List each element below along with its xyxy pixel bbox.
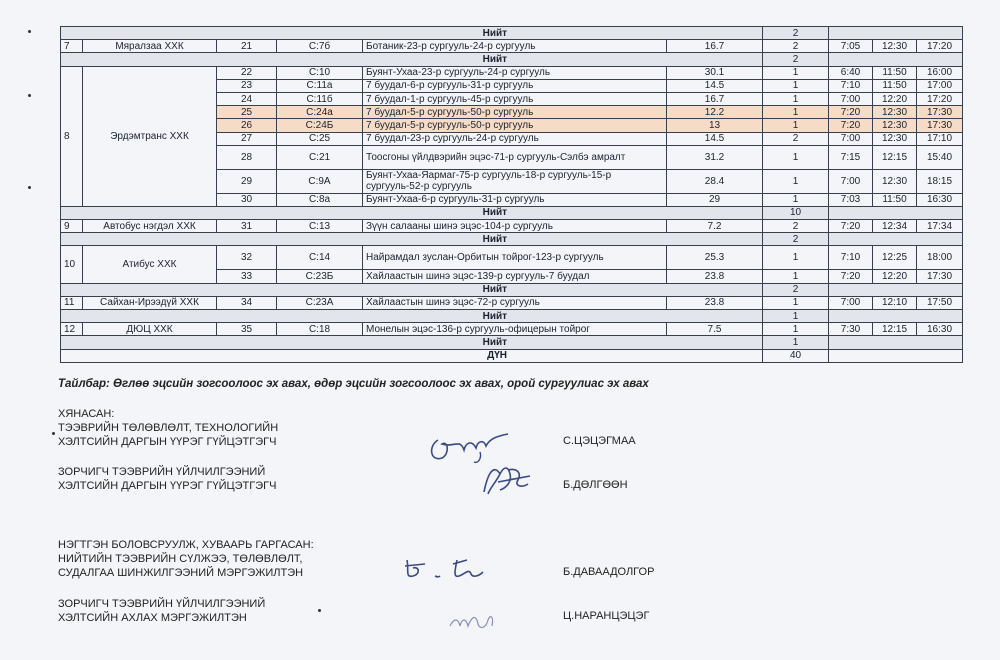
scan-speck bbox=[318, 609, 321, 612]
morning-time-cell: 7:20 bbox=[829, 270, 873, 283]
evening-time-cell: 17:00 bbox=[917, 79, 963, 92]
subtotal-label: Нийт bbox=[61, 27, 763, 40]
distance-cell: 28.4 bbox=[667, 169, 763, 193]
route-description-cell: Монелын эцэс-136-р сургууль-офицерын тойрог bbox=[363, 323, 667, 336]
route-description-cell: Ботаник-23-р сургууль-24-р сургууль bbox=[363, 40, 667, 53]
evening-time-cell: 18:00 bbox=[917, 246, 963, 270]
route-code-cell: С:9А bbox=[277, 169, 363, 193]
subtotal-count: 2 bbox=[763, 233, 829, 246]
morning-time-cell: 7:00 bbox=[829, 169, 873, 193]
signatory-1-name: С.ЦЭЦЭГМАА bbox=[563, 435, 636, 447]
noon-time-cell: 12:30 bbox=[873, 119, 917, 132]
evening-time-cell: 17:30 bbox=[917, 270, 963, 283]
evening-time-cell: 17:10 bbox=[917, 132, 963, 145]
route-code-cell: С:7б bbox=[277, 40, 363, 53]
morning-time-cell: 7:00 bbox=[829, 132, 873, 145]
evening-time-cell: 17:34 bbox=[917, 220, 963, 233]
empty-cell bbox=[829, 206, 963, 219]
evening-time-cell: 16:00 bbox=[917, 66, 963, 79]
distance-cell: 16.7 bbox=[667, 40, 763, 53]
company-name-cell: ДЮЦ ХХК bbox=[83, 323, 217, 336]
subtotal-row bbox=[61, 233, 963, 246]
route-code-cell: С:23Б bbox=[277, 270, 363, 283]
route-index-cell: 32 bbox=[217, 246, 277, 270]
route-index-cell: 23 bbox=[217, 79, 277, 92]
morning-time-cell: 7:20 bbox=[829, 119, 873, 132]
route-code-cell: С:24а bbox=[277, 106, 363, 119]
scan-speck bbox=[52, 432, 55, 435]
subtotal-label: Нийт bbox=[61, 206, 763, 219]
company-name-cell: Автобус нэгдэл ХХК bbox=[83, 220, 217, 233]
bus-count-cell: 1 bbox=[763, 92, 829, 105]
signatory-3-title-line-3: СУДАЛГАА ШИНЖИЛГЭЭНИЙ МЭРГЭЖИЛТЭН bbox=[58, 567, 304, 579]
schedule-table bbox=[60, 26, 963, 363]
route-index-cell: 34 bbox=[217, 296, 277, 309]
company-name-cell: Эрдэмтранс ХХК bbox=[83, 66, 217, 206]
evening-time-cell: 17:30 bbox=[917, 106, 963, 119]
route-index-cell: 29 bbox=[217, 169, 277, 193]
signatory-3-title-line-1: НЭГТГЭН БОЛОВСРУУЛЖ, ХУВААРЬ ГАРГАСАН: bbox=[58, 539, 314, 551]
distance-cell: 7.5 bbox=[667, 323, 763, 336]
route-description-cell: Зүүн салааны шинэ эцэс-104-р сургууль bbox=[363, 220, 667, 233]
distance-cell: 14.5 bbox=[667, 79, 763, 92]
bus-count-cell: 1 bbox=[763, 66, 829, 79]
route-description-cell: 7 буудал-23-р сургууль-24-р сургууль bbox=[363, 132, 667, 145]
grand-total-row bbox=[61, 349, 963, 362]
route-index-cell: 28 bbox=[217, 145, 277, 169]
signatory-4-title-line-2: ХЭЛТСИЙН АХЛАХ МЭРГЭЖИЛТЭН bbox=[58, 612, 247, 624]
empty-cell bbox=[829, 27, 963, 40]
subtotal-row bbox=[61, 336, 963, 349]
noon-time-cell: 12:30 bbox=[873, 106, 917, 119]
noon-time-cell: 12:20 bbox=[873, 270, 917, 283]
company-number-cell: 10 bbox=[61, 246, 83, 283]
bus-count-cell: 1 bbox=[763, 119, 829, 132]
company-number-cell: 9 bbox=[61, 220, 83, 233]
evening-time-cell: 17:30 bbox=[917, 119, 963, 132]
subtotal-label: Нийт bbox=[61, 283, 763, 296]
signatory-2-title-line-2: ХЭЛТСИЙН ДАРГЫН ҮҮРЭГ ГҮЙЦЭТГЭГЧ bbox=[58, 480, 277, 492]
company-number-cell: 12 bbox=[61, 323, 83, 336]
evening-time-cell: 17:20 bbox=[917, 40, 963, 53]
signatory-1-title-line-2: ХЭЛТСИЙН ДАРГЫН ҮҮРЭГ ГҮЙЦЭТГЭГЧ bbox=[58, 436, 277, 448]
noon-time-cell: 12:25 bbox=[873, 246, 917, 270]
route-description-cell: 7 буудал-1-р сургууль-45-р сургууль bbox=[363, 92, 667, 105]
route-row bbox=[61, 296, 963, 309]
distance-cell: 16.7 bbox=[667, 92, 763, 105]
grand-total-label: ДҮН bbox=[61, 349, 763, 362]
route-code-cell: С:18 bbox=[277, 323, 363, 336]
handwritten-signature-4 bbox=[440, 600, 510, 640]
evening-time-cell: 18:15 bbox=[917, 169, 963, 193]
grand-total-count: 40 bbox=[763, 349, 829, 362]
noon-time-cell: 12:30 bbox=[873, 40, 917, 53]
signatory-2-title-line-1: ЗОРЧИГЧ ТЭЭВРИЙН ҮЙЛЧИЛГЭЭНИЙ bbox=[58, 466, 266, 478]
noon-time-cell: 11:50 bbox=[873, 193, 917, 206]
distance-cell: 29 bbox=[667, 193, 763, 206]
morning-time-cell: 7:03 bbox=[829, 193, 873, 206]
route-description-cell: Тоосгоны үйлдвэрийн эцэс-71-р сургууль-Сэлбэ амралт bbox=[363, 145, 667, 169]
bus-count-cell: 1 bbox=[763, 106, 829, 119]
subtotal-row bbox=[61, 27, 963, 40]
route-description-cell: Найрамдал зуслан-Орбитын тойрог-123-р сургууль bbox=[363, 246, 667, 270]
company-number-cell: 11 bbox=[61, 296, 83, 309]
noon-time-cell: 12:30 bbox=[873, 132, 917, 145]
evening-time-cell: 17:20 bbox=[917, 92, 963, 105]
signatory-3-block bbox=[58, 538, 314, 580]
bus-count-cell: 2 bbox=[763, 220, 829, 233]
subtotal-row bbox=[61, 206, 963, 219]
route-index-cell: 25 bbox=[217, 106, 277, 119]
morning-time-cell: 7:00 bbox=[829, 296, 873, 309]
bus-count-cell: 1 bbox=[763, 246, 829, 270]
bus-count-cell: 1 bbox=[763, 296, 829, 309]
distance-cell: 14.5 bbox=[667, 132, 763, 145]
distance-cell: 13 bbox=[667, 119, 763, 132]
route-description-cell: 7 буудал-5-р сургууль-50-р сургууль bbox=[363, 119, 667, 132]
empty-cell bbox=[829, 336, 963, 349]
route-index-cell: 33 bbox=[217, 270, 277, 283]
distance-cell: 12.2 bbox=[667, 106, 763, 119]
route-code-cell: С:10 bbox=[277, 66, 363, 79]
route-index-cell: 35 bbox=[217, 323, 277, 336]
company-number-cell: 7 bbox=[61, 40, 83, 53]
route-code-cell: С:8а bbox=[277, 193, 363, 206]
bus-count-cell: 1 bbox=[763, 169, 829, 193]
route-description-cell: Хайлаастын шинэ эцэс-139-р сургууль-7 буудал bbox=[363, 270, 667, 283]
route-row bbox=[61, 220, 963, 233]
route-index-cell: 22 bbox=[217, 66, 277, 79]
noon-time-cell: 12:30 bbox=[873, 169, 917, 193]
signatory-3-title-line-2: НИЙТИЙН ТЭЭВРИЙН СҮЛЖЭЭ, ТӨЛӨВЛӨЛТ, bbox=[58, 553, 303, 565]
route-description-cell: 7 буудал-6-р сургууль-31-р сургууль bbox=[363, 79, 667, 92]
morning-time-cell: 6:40 bbox=[829, 66, 873, 79]
subtotal-row bbox=[61, 53, 963, 66]
subtotal-count: 2 bbox=[763, 27, 829, 40]
subtotal-label: Нийт bbox=[61, 310, 763, 323]
route-code-cell: С:23А bbox=[277, 296, 363, 309]
morning-time-cell: 7:10 bbox=[829, 246, 873, 270]
subtotal-count: 1 bbox=[763, 310, 829, 323]
noon-time-cell: 12:10 bbox=[873, 296, 917, 309]
bus-count-cell: 2 bbox=[763, 132, 829, 145]
noon-time-cell: 12:15 bbox=[873, 323, 917, 336]
route-code-cell: С:11а bbox=[277, 79, 363, 92]
subtotal-row bbox=[61, 310, 963, 323]
subtotal-label: Нийт bbox=[61, 53, 763, 66]
distance-cell: 30.1 bbox=[667, 66, 763, 79]
signatory-4-block bbox=[58, 597, 265, 625]
evening-time-cell: 16:30 bbox=[917, 193, 963, 206]
empty-cell bbox=[829, 349, 963, 362]
route-row bbox=[61, 246, 963, 270]
signatory-1-title-line-1: ТЭЭВРИЙН ТӨЛӨВЛӨЛТ, ТЕХНОЛОГИЙН bbox=[58, 422, 279, 434]
route-index-cell: 27 bbox=[217, 132, 277, 145]
morning-time-cell: 7:05 bbox=[829, 40, 873, 53]
route-index-cell: 30 bbox=[217, 193, 277, 206]
scan-speck bbox=[28, 30, 31, 33]
signatory-2-block bbox=[58, 465, 276, 493]
company-name-cell: Атибус ХХК bbox=[83, 246, 217, 283]
route-index-cell: 24 bbox=[217, 92, 277, 105]
morning-time-cell: 7:15 bbox=[829, 145, 873, 169]
morning-time-cell: 7:00 bbox=[829, 92, 873, 105]
signatory-2-name: Б.ДӨЛГӨӨН bbox=[563, 479, 628, 491]
distance-cell: 23.8 bbox=[667, 296, 763, 309]
noon-time-cell: 12:34 bbox=[873, 220, 917, 233]
handwritten-signature-3 bbox=[395, 546, 505, 590]
distance-cell: 7.2 bbox=[667, 220, 763, 233]
subtotal-count: 2 bbox=[763, 283, 829, 296]
morning-time-cell: 7:10 bbox=[829, 79, 873, 92]
route-description-cell: 7 буудал-5-р сургууль-50-р сургууль bbox=[363, 106, 667, 119]
signatory-4-title-line-1: ЗОРЧИГЧ ТЭЭВРИЙН ҮЙЛЧИЛГЭЭНИЙ bbox=[58, 598, 266, 610]
route-description-cell: Буянт-Ухаа-Яармаг-75-р сургууль-18-р сургууль-15-р сургууль-52-р сургууль bbox=[363, 169, 667, 193]
distance-cell: 23.8 bbox=[667, 270, 763, 283]
subtotal-count: 2 bbox=[763, 53, 829, 66]
evening-time-cell: 15:40 bbox=[917, 145, 963, 169]
bus-count-cell: 1 bbox=[763, 79, 829, 92]
noon-time-cell: 11:50 bbox=[873, 66, 917, 79]
empty-cell bbox=[829, 310, 963, 323]
checked-label: ХЯНАСАН: bbox=[58, 408, 115, 420]
route-index-cell: 26 bbox=[217, 119, 277, 132]
bus-count-cell: 1 bbox=[763, 145, 829, 169]
route-code-cell: С:13 bbox=[277, 220, 363, 233]
evening-time-cell: 16:30 bbox=[917, 323, 963, 336]
empty-cell bbox=[829, 233, 963, 246]
signatory-4-name: Ц.НАРАНЦЭЦЭГ bbox=[563, 610, 650, 622]
bus-count-cell: 1 bbox=[763, 323, 829, 336]
evening-time-cell: 17:50 bbox=[917, 296, 963, 309]
route-code-cell: С:21 bbox=[277, 145, 363, 169]
company-number-cell: 8 bbox=[61, 66, 83, 206]
subtotal-label: Нийт bbox=[61, 336, 763, 349]
route-index-cell: 31 bbox=[217, 220, 277, 233]
legend-note: Тайлбар: Өглөө эцсийн зогсоолоос эх авах, өдөр эцсийн зогсоолоос эх авах, орой сургуулиас эх авах bbox=[58, 378, 649, 390]
distance-cell: 25.3 bbox=[667, 246, 763, 270]
route-code-cell: С:25 bbox=[277, 132, 363, 145]
route-row bbox=[61, 66, 963, 79]
route-index-cell: 21 bbox=[217, 40, 277, 53]
subtotal-label: Нийт bbox=[61, 233, 763, 246]
schedule-table-body bbox=[61, 27, 963, 363]
route-row bbox=[61, 323, 963, 336]
company-name-cell: Сайхан-Ирээдүй ХХК bbox=[83, 296, 217, 309]
signatory-3-name: Б.ДАВААДОЛГОР bbox=[563, 566, 655, 578]
route-code-cell: С:14 bbox=[277, 246, 363, 270]
bus-count-cell: 2 bbox=[763, 40, 829, 53]
morning-time-cell: 7:30 bbox=[829, 323, 873, 336]
route-description-cell: Буянт-Ухаа-6-р сургууль-31-р сургууль bbox=[363, 193, 667, 206]
noon-time-cell: 11:50 bbox=[873, 79, 917, 92]
route-code-cell: С:11б bbox=[277, 92, 363, 105]
bus-count-cell: 1 bbox=[763, 193, 829, 206]
route-description-cell: Буянт-Ухаа-23-р сургууль-24-р сургууль bbox=[363, 66, 667, 79]
morning-time-cell: 7:20 bbox=[829, 220, 873, 233]
bus-count-cell: 1 bbox=[763, 270, 829, 283]
subtotal-count: 1 bbox=[763, 336, 829, 349]
noon-time-cell: 12:15 bbox=[873, 145, 917, 169]
company-name-cell: Мяралзаа ХХК bbox=[83, 40, 217, 53]
empty-cell bbox=[829, 283, 963, 296]
subtotal-count: 10 bbox=[763, 206, 829, 219]
route-row bbox=[61, 40, 963, 53]
scan-speck bbox=[28, 186, 31, 189]
scan-speck bbox=[28, 94, 31, 97]
route-code-cell: С:24Б bbox=[277, 119, 363, 132]
empty-cell bbox=[829, 53, 963, 66]
handwritten-signature-2 bbox=[470, 452, 550, 502]
morning-time-cell: 7:20 bbox=[829, 106, 873, 119]
noon-time-cell: 12:20 bbox=[873, 92, 917, 105]
subtotal-row bbox=[61, 283, 963, 296]
distance-cell: 31.2 bbox=[667, 145, 763, 169]
signatory-checked-block bbox=[58, 407, 278, 449]
route-description-cell: Хайлаастын шинэ эцэс-72-р сургууль bbox=[363, 296, 667, 309]
